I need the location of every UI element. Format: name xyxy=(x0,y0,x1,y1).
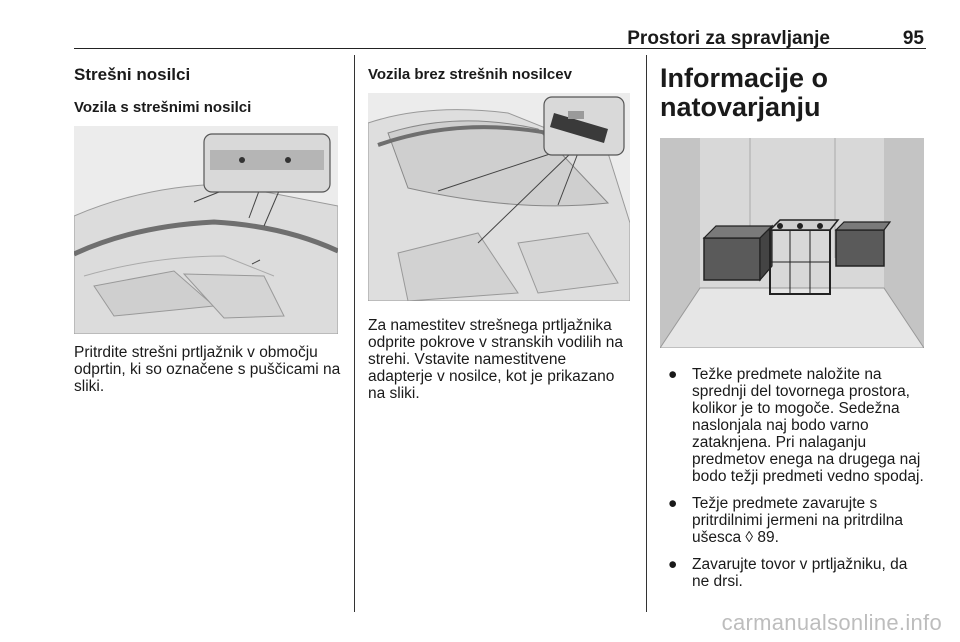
column-divider xyxy=(646,55,647,612)
loading-tips-list xyxy=(660,366,928,590)
section-heading: Strešni nosilci xyxy=(74,65,191,84)
bullet-icon: ● xyxy=(668,556,678,573)
column-roof-racks xyxy=(74,55,342,395)
bullet-icon: ● xyxy=(668,366,678,383)
list-item: ● Težke predmete naložite na sprednji del tovornega prostora, kolikor je to mogoče. Sedežna naslonjala naj bodo varno zataknjena. Pri nalaganju predmetov enega na drugega naj bodo težji predmeti vedno spodaj. xyxy=(668,366,924,485)
header-title: Prostori za spravljanje xyxy=(627,28,830,49)
subsection-heading: Vozila brez strešnih nosilcev xyxy=(368,66,572,83)
column-divider xyxy=(354,55,355,612)
column-no-roof-racks xyxy=(368,55,632,402)
column-loading-info xyxy=(660,55,928,600)
bullet-icon: ● xyxy=(668,495,678,512)
roof-rails-figure xyxy=(74,126,338,334)
section-heading: Informacije o natovarjanju xyxy=(660,63,829,122)
page-header xyxy=(74,24,926,49)
cargo-loading-figure xyxy=(660,138,924,348)
list-item: ● Zavarujte tovor v prtljažniku, da ne drsi. xyxy=(668,556,908,590)
watermark: carmanualsonline.info xyxy=(721,610,942,635)
subsection-heading: Vozila s strešnimi nosilci xyxy=(74,99,252,116)
page-number: 95 xyxy=(902,28,924,49)
body-paragraph: Pritrdite strešni prtljažnik v območju odprtin, ki so označene s puščicami na sliki. xyxy=(74,344,341,395)
list-item: ● Težje predmete zavarujte s pritrdilnimi jermeni na pritrdilna ušesca ◊ 89. xyxy=(668,495,904,546)
body-paragraph: Za namestitev strešnega prtljažnika odprite pokrove v stranskih vodilih na strehi. Vstavite namestitvene adapterje v nosilce, kot je prikazano na sliki. xyxy=(368,317,624,402)
roof-guides-figure xyxy=(368,93,630,301)
